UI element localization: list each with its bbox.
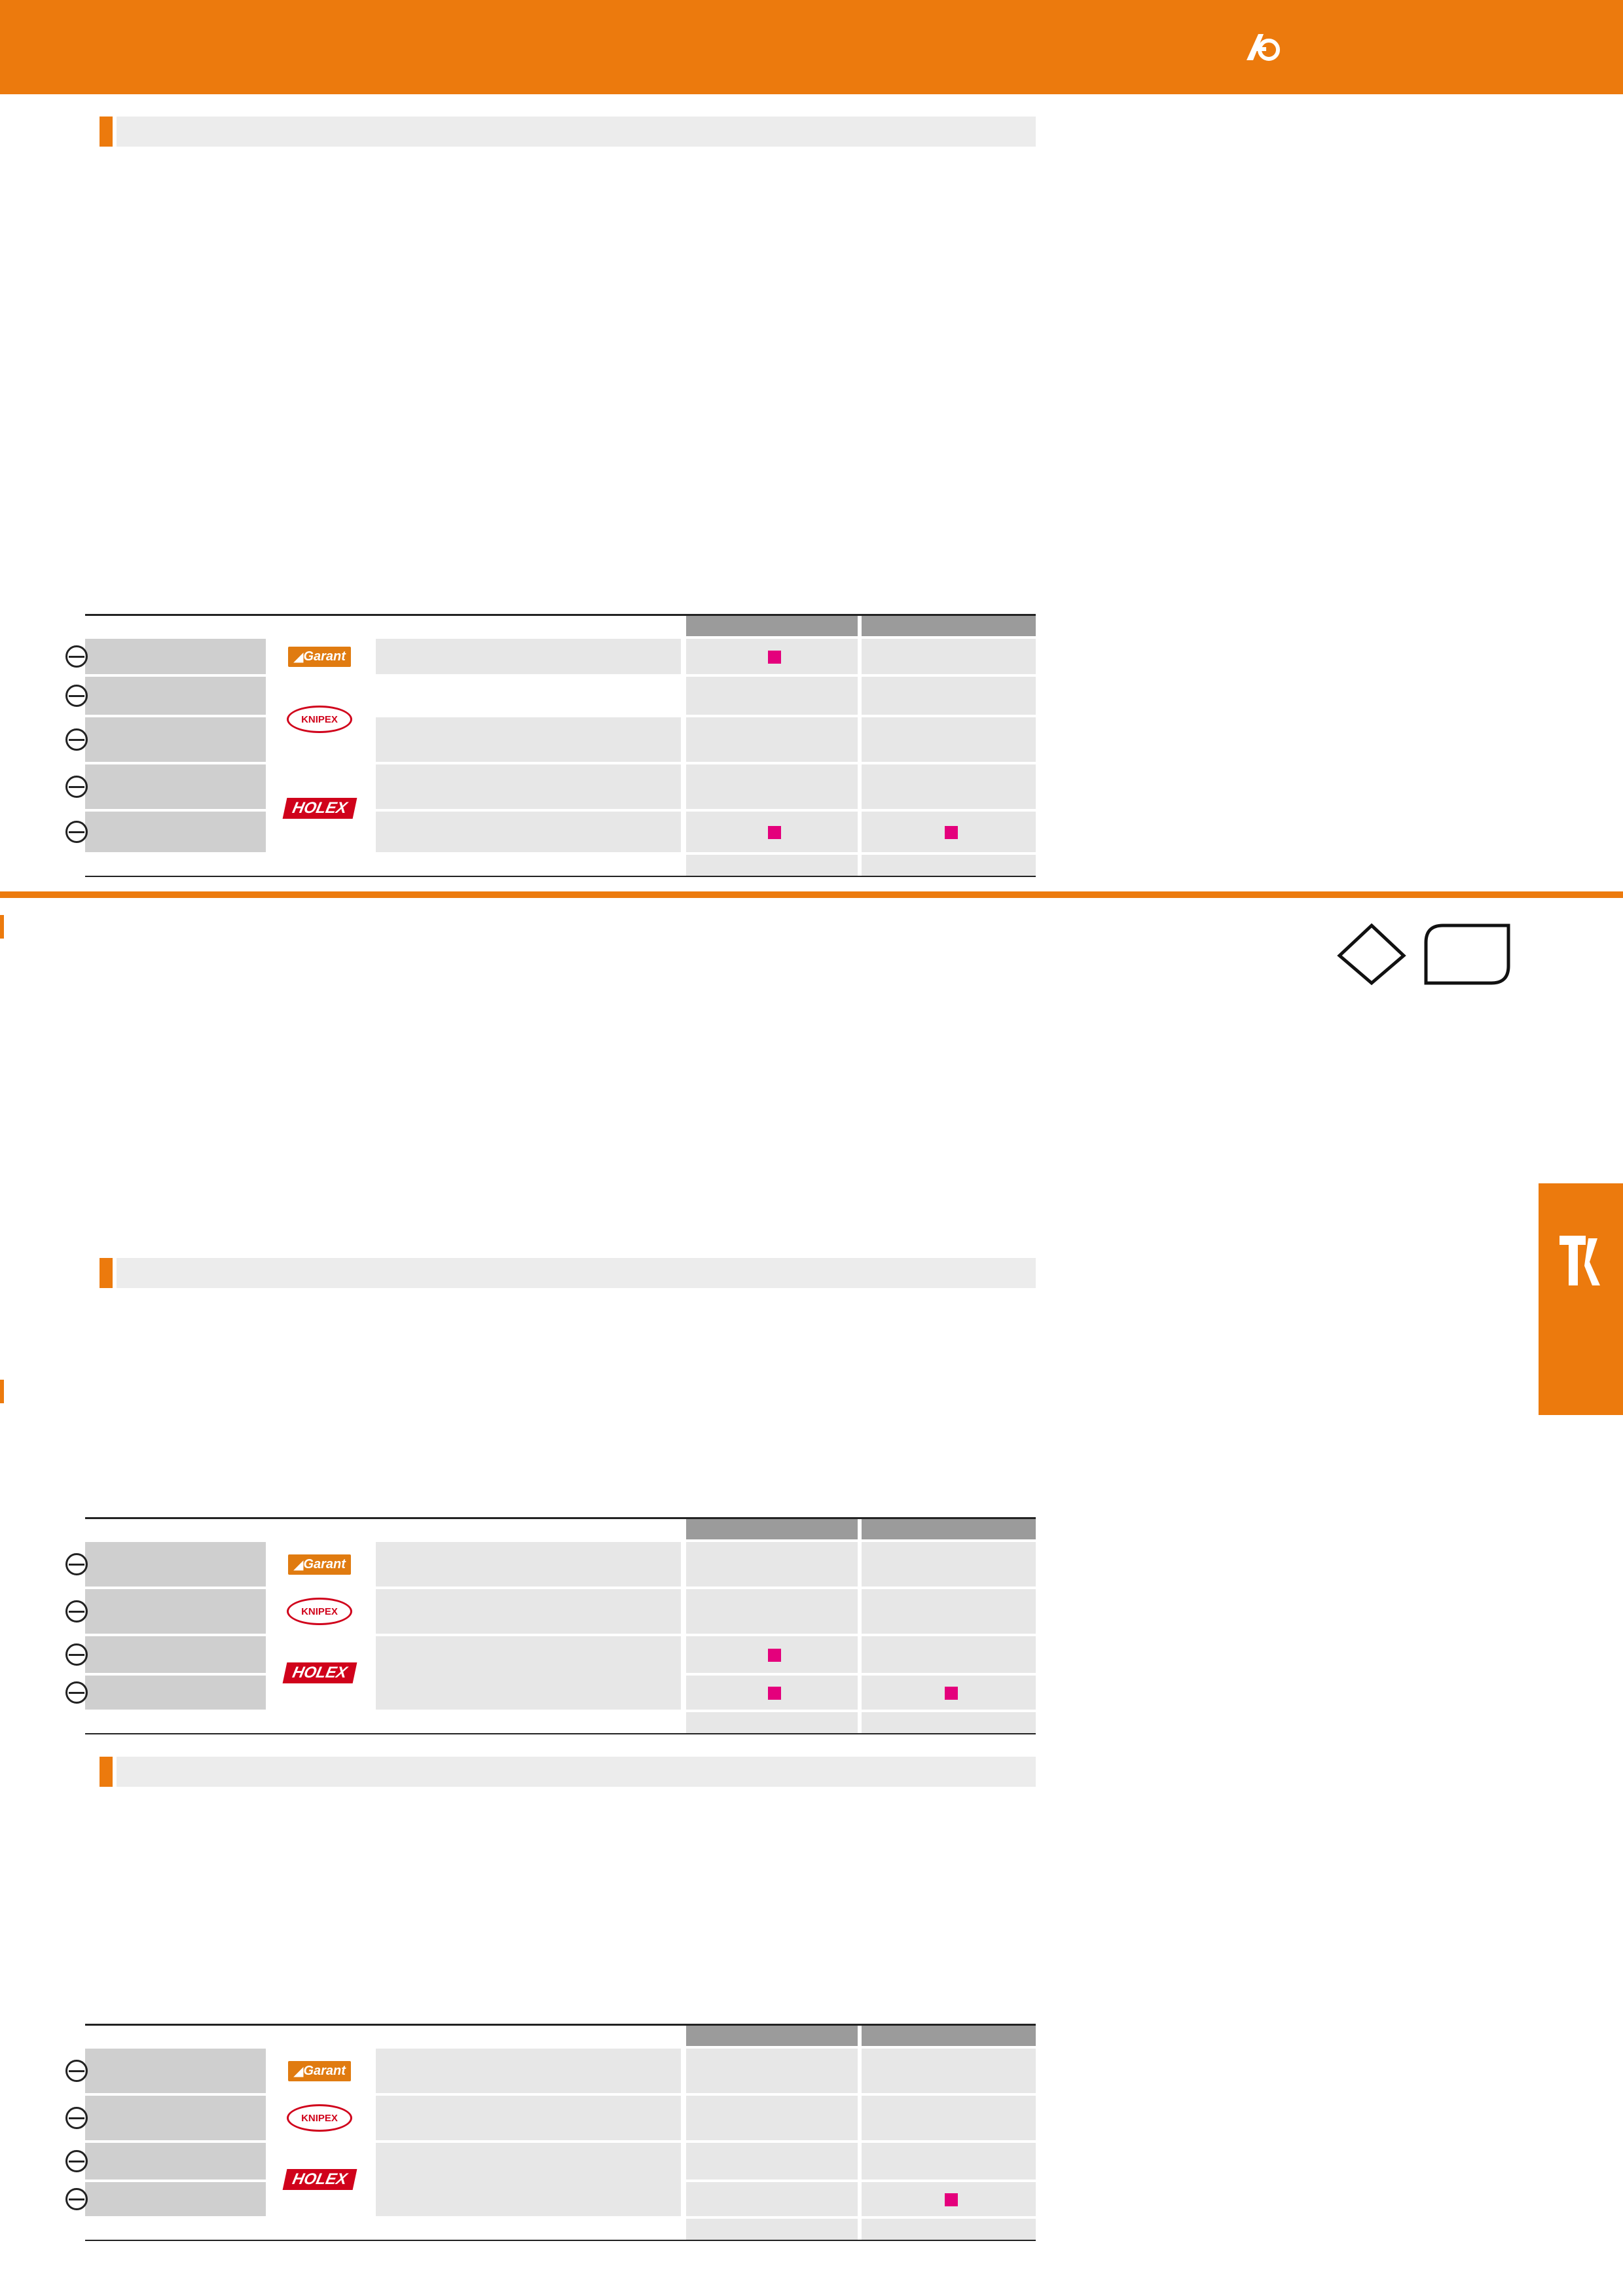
margin-marker [0, 1380, 4, 1403]
brand-cell [268, 2049, 371, 2093]
holex-logo-text: HOLEX [290, 2170, 349, 2188]
price-200 [862, 717, 1036, 762]
price-200 [862, 639, 1036, 674]
footer-value [686, 855, 858, 876]
footer-value [686, 2219, 858, 2240]
brand-cell [268, 764, 371, 852]
price-160 [686, 2049, 858, 2093]
article-cell [85, 1636, 266, 1673]
product-description [376, 2049, 681, 2093]
brand-logo [1244, 30, 1292, 63]
brand-cell [268, 1542, 371, 1587]
brand-cell [268, 1589, 371, 1634]
table-header-row [85, 614, 1036, 636]
garant-logo-text: Garant [303, 649, 346, 664]
price-160 [686, 1636, 858, 1673]
price-160 [686, 717, 858, 762]
section-marker [100, 1258, 113, 1288]
lock-ring-icon [65, 821, 88, 843]
price-200 [862, 2143, 1036, 2179]
brand-cell [268, 639, 371, 674]
holex-logo-text: HOLEX [290, 799, 349, 817]
price-160 [686, 639, 858, 674]
article-cell [85, 812, 266, 852]
table-header-row [85, 1517, 1036, 1539]
footer-value [686, 1712, 858, 1733]
chapter-tab[interactable] [1539, 1183, 1623, 1415]
article-cell [85, 639, 266, 674]
table-footer-row [85, 855, 1036, 877]
pliers-icon [1557, 1233, 1604, 1288]
garant-logo-icon: ◢ Garant [288, 1554, 351, 1575]
lock-ring-icon [65, 2188, 88, 2210]
knipex-logo-icon [287, 1598, 352, 1625]
knipex-logo-text: KNIPEX [301, 713, 338, 725]
garant-logo-text: Garant [303, 2063, 346, 2078]
article-cell [85, 717, 266, 762]
footer-value [862, 2219, 1036, 2240]
product-description [376, 1542, 681, 1587]
holex-logo-icon [282, 798, 356, 819]
column-header [686, 616, 858, 636]
price-200 [862, 1636, 1036, 1673]
footer-value [862, 1712, 1036, 1733]
table-header-row [85, 2024, 1036, 2046]
article-cell [85, 1676, 266, 1710]
lock-ring-icon [65, 776, 88, 798]
hoffmann-logo-icon [1244, 30, 1287, 63]
price-200 [862, 1542, 1036, 1587]
price-200 [862, 764, 1036, 809]
price-160 [686, 2182, 858, 2216]
section-title [117, 117, 1036, 147]
product-description [376, 1589, 681, 1634]
product-description [376, 2143, 681, 2216]
section-marker [100, 117, 113, 147]
price-160 [686, 764, 858, 809]
top-bar [0, 0, 1623, 94]
lock-ring-icon [65, 1643, 88, 1666]
new-price-mark-icon [945, 1687, 958, 1700]
table-footer-row [85, 1712, 1036, 1734]
section-title [117, 1258, 1036, 1288]
section-marker [100, 1757, 113, 1787]
price-200 [862, 2096, 1036, 2140]
holex-logo-icon [282, 2169, 356, 2190]
lock-ring-icon [65, 2107, 88, 2129]
lock-ring-icon [65, 2150, 88, 2172]
new-price-mark-icon [768, 1687, 781, 1700]
price-200 [862, 812, 1036, 852]
holex-logo-icon [282, 1662, 356, 1683]
article-cell [85, 677, 266, 715]
product-description [376, 717, 681, 762]
price-200 [862, 2049, 1036, 2093]
new-price-mark-icon [945, 2193, 958, 2206]
knipex-logo-icon [287, 2104, 352, 2132]
price-160 [686, 1542, 858, 1587]
new-price-mark-icon [768, 651, 781, 664]
lock-ring-icon [65, 728, 88, 751]
price-200 [862, 2182, 1036, 2216]
section-separator [0, 891, 1623, 898]
lock-ring-icon [65, 2060, 88, 2082]
product-description [376, 639, 681, 674]
price-160 [686, 1676, 858, 1710]
brand-cell [268, 1636, 371, 1710]
article-cell [85, 1589, 266, 1634]
price-160 [686, 1589, 858, 1634]
column-header [862, 2026, 1036, 2046]
garant-logo-icon: ◢ Garant [288, 647, 351, 667]
lock-ring-icon [65, 645, 88, 668]
garant-logo-icon: ◢ Garant [288, 2061, 351, 2081]
gs-mark-icon [1422, 923, 1512, 986]
column-header [686, 1519, 858, 1539]
brand-cell [268, 2143, 371, 2216]
lock-ring-icon [65, 685, 88, 707]
table-footer-row [85, 2219, 1036, 2241]
knipex-logo-text: KNIPEX [301, 2112, 338, 2124]
table-row[interactable] [85, 677, 1036, 717]
article-cell [85, 2049, 266, 2093]
price-160 [686, 812, 858, 852]
holex-logo-text: HOLEX [290, 1664, 349, 1681]
garant-logo-text: Garant [303, 1556, 346, 1571]
price-200 [862, 1676, 1036, 1710]
lock-ring-icon [65, 1681, 88, 1704]
price-160 [686, 2096, 858, 2140]
article-cell [85, 2182, 266, 2216]
price-200 [862, 677, 1036, 715]
product-description [376, 812, 681, 852]
knipex-logo-icon [287, 706, 352, 733]
lock-ring-icon [65, 1553, 88, 1575]
price-200 [862, 1589, 1036, 1634]
article-cell [85, 1542, 266, 1587]
price-160 [686, 677, 858, 715]
margin-marker [0, 915, 4, 939]
new-price-mark-icon [945, 826, 958, 839]
column-header [862, 1519, 1036, 1539]
new-price-mark-icon [768, 826, 781, 839]
price-160 [686, 2143, 858, 2179]
article-cell [85, 2143, 266, 2179]
knipex-logo-text: KNIPEX [301, 1605, 338, 1617]
product-description [376, 2096, 681, 2140]
product-description [376, 1636, 681, 1710]
column-header [686, 2026, 858, 2046]
footer-value [862, 855, 1036, 876]
brand-cell [268, 2096, 371, 2140]
product-description [376, 764, 681, 809]
article-cell [85, 764, 266, 809]
vde-mark-icon [1337, 923, 1406, 986]
section-title [117, 1757, 1036, 1787]
lock-ring-icon [65, 1600, 88, 1623]
brand-cell [268, 677, 371, 762]
article-cell [85, 2096, 266, 2140]
column-header [862, 616, 1036, 636]
new-price-mark-icon [768, 1649, 781, 1662]
